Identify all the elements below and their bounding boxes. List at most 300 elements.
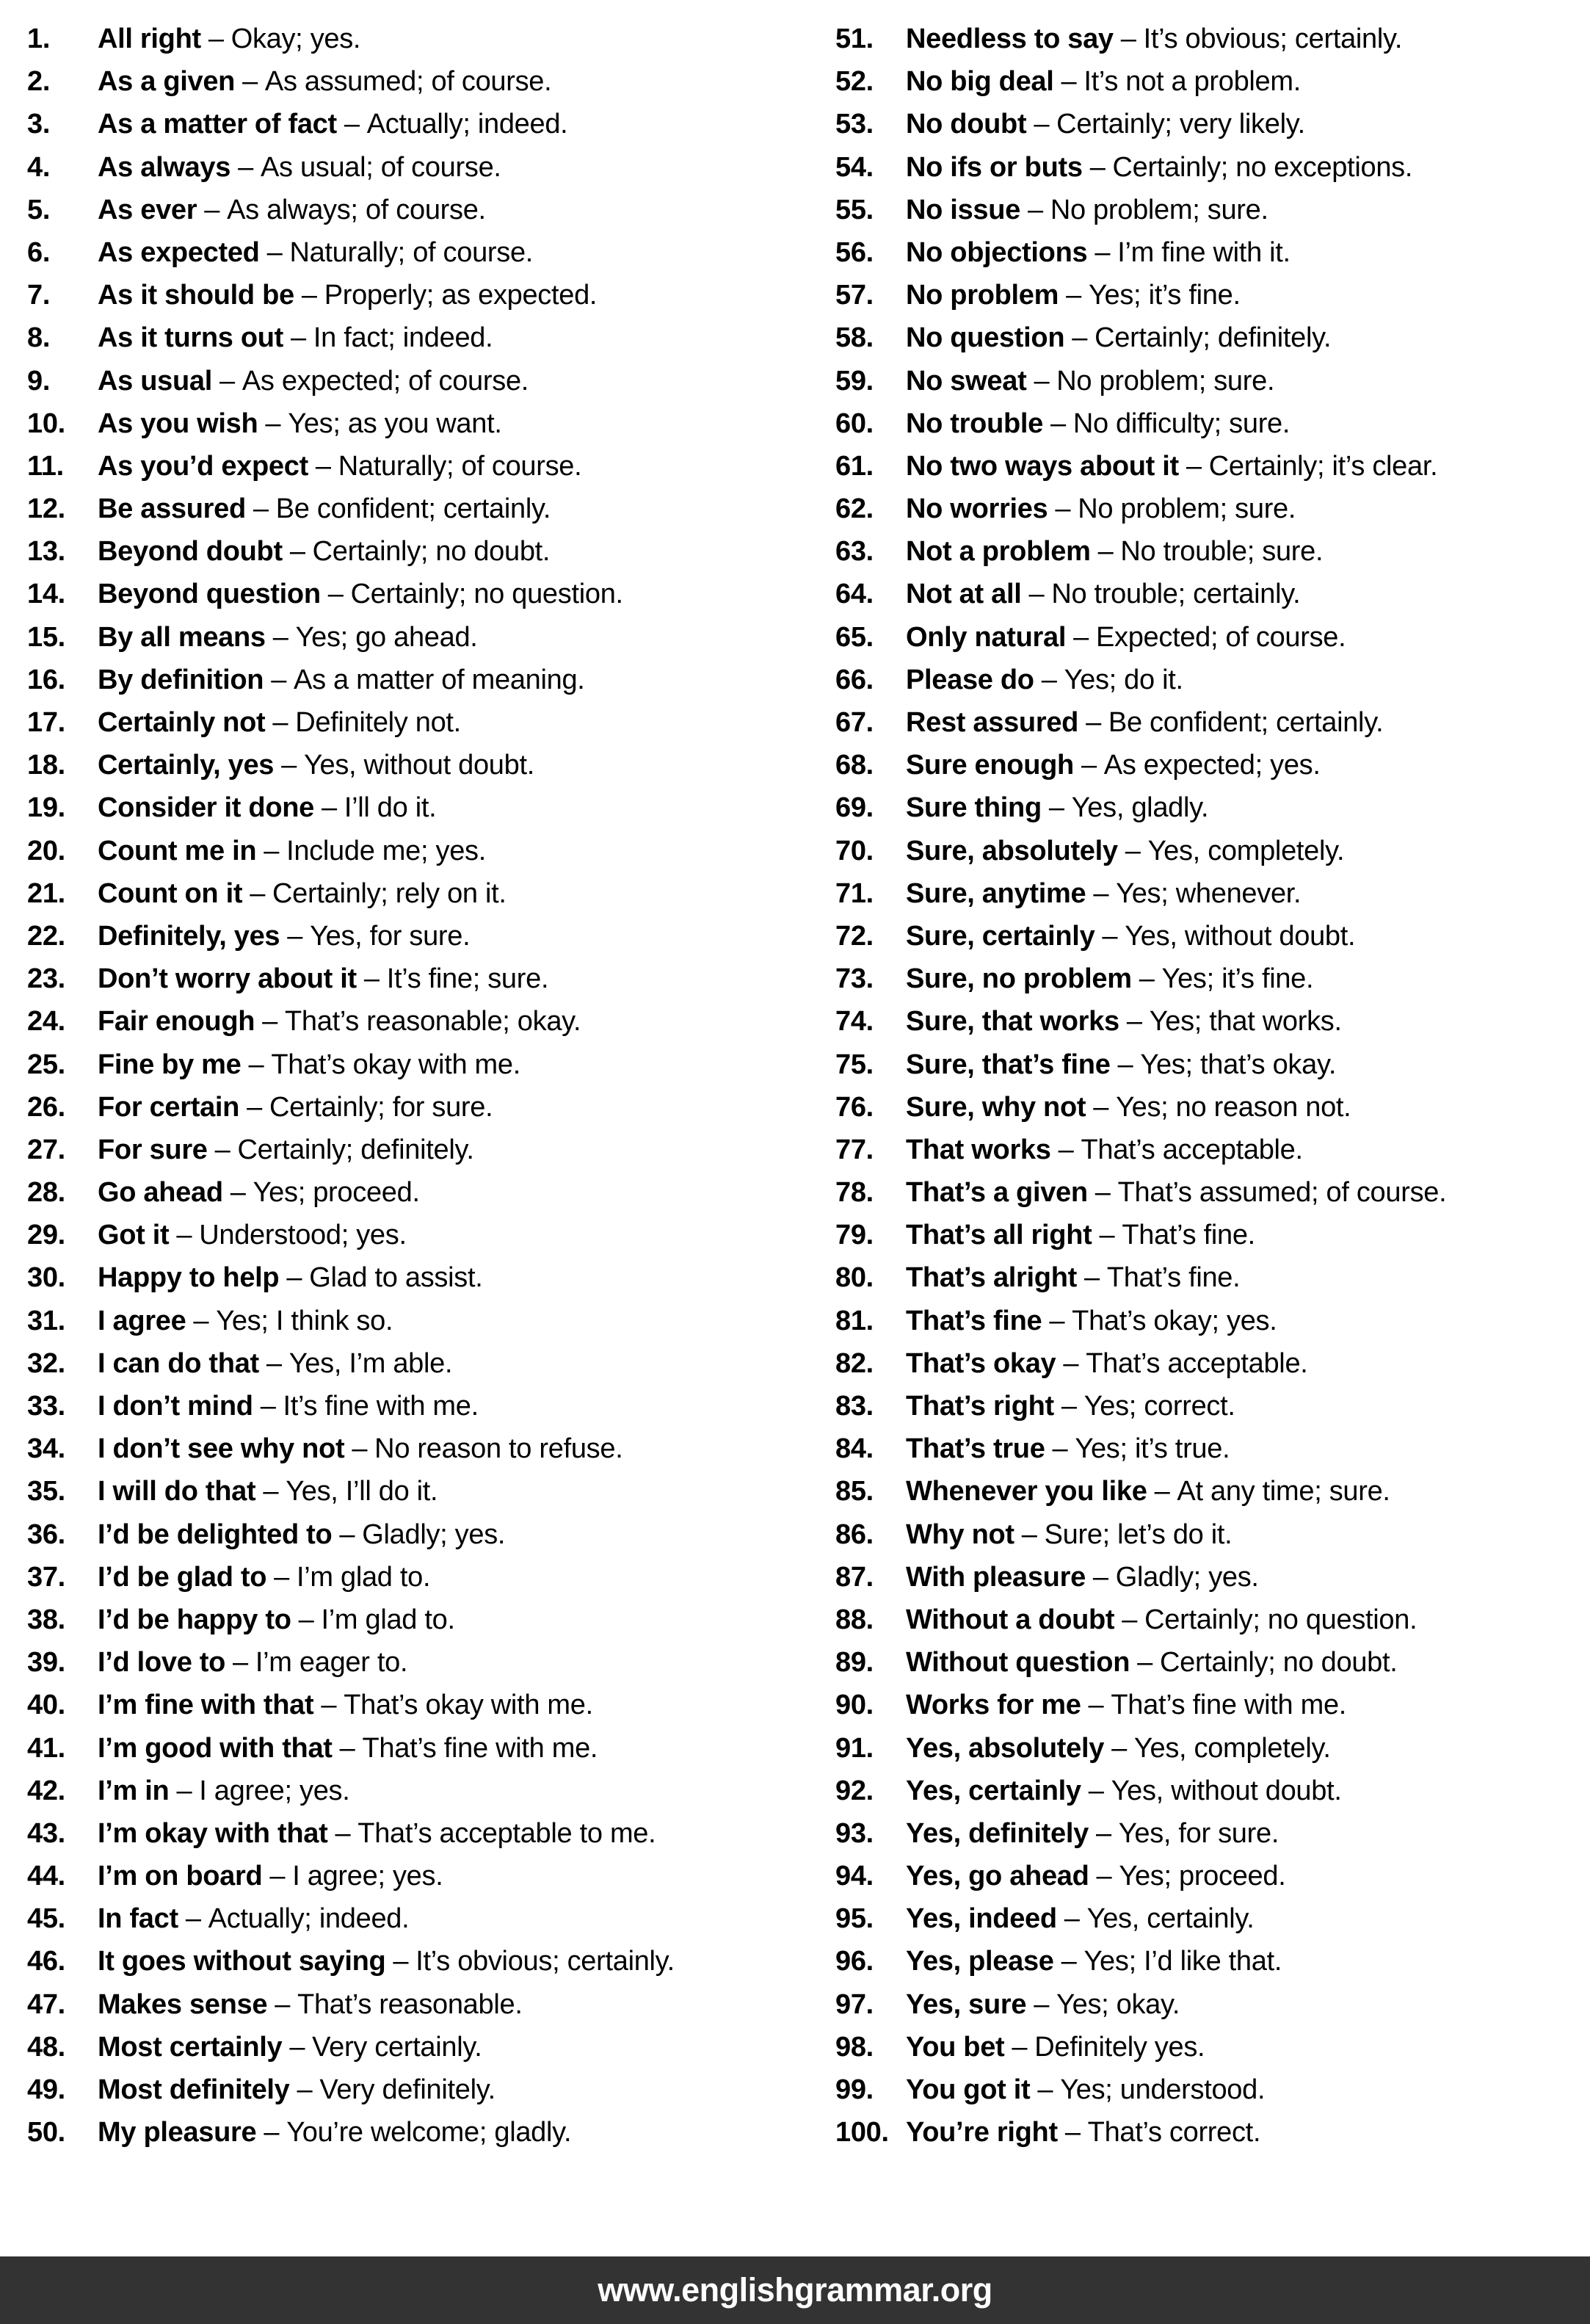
item-separator: – [266, 1347, 282, 1379]
item-separator: – [1055, 493, 1071, 525]
item-separator: – [1058, 1134, 1074, 1165]
phrase-list-column-2 [835, 18, 1446, 2154]
item-definition: Certainly; it’s clear. [1208, 450, 1438, 482]
item-definition: Gladly; yes. [1115, 1561, 1259, 1593]
item-definition: That’s fine with me. [1111, 1690, 1347, 1721]
item-separator: – [1095, 1177, 1111, 1209]
item-definition: I’m eager to. [255, 1647, 408, 1679]
item-definition: Actually; indeed. [208, 1903, 410, 1935]
item-number: 80. [835, 1262, 874, 1294]
item-definition: That’s okay; yes. [1072, 1305, 1277, 1336]
list-item [27, 1171, 675, 1214]
item-separator: – [1072, 322, 1088, 354]
item-number: 65. [835, 621, 874, 653]
list-item [835, 1897, 1446, 1940]
item-definition: Certainly; no doubt. [312, 536, 551, 568]
item-phrase: Don’t worry about it [98, 963, 357, 995]
list-item [835, 1470, 1446, 1513]
item-phrase: Sure, no problem [906, 963, 1132, 995]
list-item [27, 2026, 675, 2068]
item-separator: – [1027, 194, 1043, 225]
item-definition: Certainly; very likely. [1056, 109, 1305, 140]
list-item [835, 1256, 1446, 1299]
item-definition: No problem; sure. [1056, 365, 1275, 397]
item-number: 85. [835, 1476, 874, 1507]
list-item [27, 316, 675, 359]
item-definition: As expected; yes. [1103, 750, 1321, 781]
item-phrase: Yes, indeed [906, 1903, 1057, 1935]
item-number: 13. [27, 536, 65, 568]
list-item [27, 1129, 675, 1171]
item-phrase: Please do [906, 664, 1034, 695]
item-number: 39. [27, 1647, 65, 1679]
list-item [835, 1599, 1446, 1641]
item-separator: – [262, 1006, 277, 1038]
item-definition: Yes; it’s fine. [1088, 280, 1241, 311]
list-item [835, 146, 1446, 189]
item-separator: – [363, 963, 380, 995]
item-definition: No reason to refuse. [374, 1433, 623, 1465]
item-number: 98. [835, 2031, 874, 2063]
list-item [27, 1214, 675, 1256]
item-definition: It’s not a problem. [1083, 66, 1301, 98]
item-separator: – [264, 2117, 280, 2149]
item-phrase: I can do that [98, 1347, 259, 1379]
item-phrase: I’d be delighted to [98, 1518, 333, 1550]
item-number: 23. [27, 963, 65, 995]
item-phrase: You’re right [906, 2117, 1058, 2149]
item-number: 71. [835, 877, 874, 909]
item-definition: Yes; proceed. [253, 1177, 420, 1209]
item-definition: At any time; sure. [1177, 1476, 1390, 1507]
item-number: 96. [835, 1946, 874, 1977]
item-definition: Yes; understood. [1060, 2074, 1266, 2105]
item-definition: That’s okay with me. [344, 1690, 593, 1721]
item-separator: – [176, 1775, 192, 1806]
item-separator: – [1125, 835, 1141, 866]
list-item [835, 1855, 1446, 1897]
item-phrase: Most definitely [98, 2074, 290, 2105]
item-definition: Yes, completely. [1133, 1732, 1331, 1764]
item-phrase: As you wish [98, 408, 258, 439]
item-definition: Certainly; definitely. [1095, 322, 1332, 354]
list-item [27, 2068, 675, 2111]
list-item [835, 530, 1446, 573]
item-definition: Yes, without doubt. [1111, 1775, 1342, 1806]
item-number: 68. [835, 750, 874, 781]
item-phrase: No question [906, 322, 1065, 354]
item-definition: It’s fine with me. [283, 1391, 479, 1422]
item-definition: Yes, I’m able. [288, 1347, 453, 1379]
list-item [835, 60, 1446, 103]
list-item [835, 1770, 1446, 1812]
item-separator: – [1034, 109, 1050, 140]
item-phrase: Sure, anytime [906, 877, 1086, 909]
list-item [835, 872, 1446, 915]
item-phrase: No two ways about it [906, 450, 1179, 482]
item-definition: As assumed; of course. [264, 66, 552, 98]
item-separator: – [335, 1817, 351, 1849]
list-item [27, 488, 675, 530]
item-separator: – [1122, 1604, 1138, 1635]
item-number: 81. [835, 1305, 874, 1336]
item-definition: Yes, without doubt. [303, 750, 534, 781]
item-phrase: It goes without saying [98, 1946, 386, 1977]
item-number: 2. [27, 66, 51, 98]
item-number: 59. [835, 365, 874, 397]
list-item [835, 915, 1446, 958]
list-item [835, 1684, 1446, 1726]
item-number: 49. [27, 2074, 65, 2105]
item-number: 62. [835, 493, 874, 525]
list-item [27, 1043, 675, 1086]
item-separator: – [1111, 1732, 1127, 1764]
item-separator: – [1061, 1946, 1077, 1977]
item-phrase: Certainly not [98, 707, 266, 738]
item-separator: – [272, 707, 288, 738]
list-item [835, 445, 1446, 488]
item-phrase: Yes, sure [906, 1988, 1027, 2020]
item-number: 60. [835, 408, 874, 439]
list-item [835, 701, 1446, 744]
footer-url: www.englishgrammar.org [598, 2271, 992, 2309]
item-separator: – [1120, 23, 1136, 54]
item-definition: Yes, gladly. [1071, 792, 1209, 824]
item-separator: – [1088, 1775, 1104, 1806]
item-separator: – [1186, 450, 1202, 482]
item-number: 83. [835, 1391, 874, 1422]
item-number: 28. [27, 1177, 65, 1209]
item-phrase: That’s a given [906, 1177, 1088, 1209]
item-definition: Yes; as you want. [288, 408, 502, 439]
item-phrase: Sure, certainly [906, 920, 1095, 952]
item-number: 87. [835, 1561, 874, 1593]
item-number: 24. [27, 1006, 65, 1038]
item-number: 79. [835, 1220, 874, 1251]
item-definition: I’m glad to. [321, 1604, 455, 1635]
list-item [27, 146, 675, 189]
item-separator: – [289, 536, 305, 568]
item-phrase: Yes, go ahead [906, 1861, 1089, 1892]
list-item [27, 830, 675, 872]
item-definition: That’s correct. [1087, 2117, 1261, 2149]
list-item [835, 402, 1446, 445]
item-definition: Yes; okay. [1056, 1988, 1180, 2020]
item-definition: In fact; indeed. [313, 322, 493, 354]
item-phrase: I agree [98, 1305, 186, 1336]
item-definition: Okay; yes. [230, 23, 361, 54]
item-separator: – [1137, 1647, 1152, 1679]
item-number: 29. [27, 1220, 65, 1251]
item-separator: – [263, 1476, 279, 1507]
list-item [27, 1940, 675, 1983]
item-separator: – [1089, 151, 1106, 183]
list-item [835, 1043, 1446, 1086]
item-separator: – [266, 236, 283, 268]
item-number: 72. [835, 920, 874, 952]
item-separator: – [1086, 707, 1101, 738]
item-definition: Properly; as expected. [324, 280, 598, 311]
item-separator: – [1117, 1049, 1133, 1080]
item-phrase: No worries [906, 493, 1048, 525]
item-number: 5. [27, 194, 51, 225]
item-separator: – [269, 1861, 286, 1892]
item-number: 40. [27, 1690, 65, 1721]
item-phrase: You bet [906, 2031, 1005, 2063]
item-definition: Certainly; no question. [1144, 1604, 1417, 1635]
item-number: 90. [835, 1690, 874, 1721]
item-phrase: That’s true [906, 1433, 1045, 1465]
item-phrase: Works for me [906, 1690, 1081, 1721]
item-number: 25. [27, 1049, 65, 1080]
item-phrase: Sure enough [906, 750, 1074, 781]
item-definition: That’s acceptable. [1086, 1347, 1308, 1379]
item-phrase: Got it [98, 1220, 170, 1251]
item-separator: – [1061, 1391, 1077, 1422]
item-definition: No difficulty; sure. [1072, 408, 1290, 439]
item-number: 69. [835, 792, 874, 824]
list-item [835, 573, 1446, 615]
item-definition: Very definitely. [319, 2074, 495, 2105]
item-separator: – [1028, 579, 1045, 610]
item-separator: – [327, 579, 344, 610]
item-phrase: By definition [98, 664, 264, 695]
list-item [835, 2111, 1446, 2154]
item-phrase: You got it [906, 2074, 1031, 2105]
item-definition: Yes, for sure. [1118, 1817, 1279, 1849]
item-definition: Yes; that’s okay. [1140, 1049, 1337, 1080]
list-item [27, 1770, 675, 1812]
list-item [835, 488, 1446, 530]
item-phrase: For sure [98, 1134, 208, 1165]
item-definition: I’ll do it. [344, 792, 437, 824]
item-phrase: Why not [906, 1518, 1014, 1550]
item-definition: Yes; no reason not. [1116, 1091, 1351, 1123]
item-definition: As usual; of course. [260, 151, 501, 183]
item-definition: That’s fine with me. [362, 1732, 598, 1764]
item-definition: Definitely not. [295, 707, 461, 738]
item-separator: – [301, 280, 317, 311]
item-definition: No problem; sure. [1078, 493, 1296, 525]
list-item [835, 1086, 1446, 1129]
list-item [27, 915, 675, 958]
item-separator: – [1063, 1347, 1079, 1379]
item-separator: – [297, 2074, 313, 2105]
item-separator: – [219, 365, 235, 397]
item-phrase: No objections [906, 236, 1088, 268]
item-phrase: As always [98, 151, 231, 183]
item-number: 38. [27, 1604, 65, 1635]
item-separator: – [1095, 1817, 1111, 1849]
item-separator: – [1093, 1091, 1109, 1123]
item-number: 45. [27, 1903, 65, 1935]
list-item [835, 1342, 1446, 1385]
item-definition: Glad to assist. [309, 1262, 483, 1294]
item-phrase: By all means [98, 621, 266, 653]
list-item [27, 1641, 675, 1684]
item-phrase: That’s right [906, 1391, 1054, 1422]
item-phrase: As it should be [98, 280, 294, 311]
list-item [27, 1086, 675, 1129]
item-definition: Be confident; certainly. [1108, 707, 1384, 738]
list-item [27, 659, 675, 701]
item-number: 16. [27, 664, 65, 695]
list-item [27, 616, 675, 659]
item-number: 74. [835, 1006, 874, 1038]
item-separator: – [271, 664, 287, 695]
item-phrase: Yes, please [906, 1946, 1054, 1977]
item-definition: No trouble; certainly. [1051, 579, 1301, 610]
item-number: 95. [835, 1903, 874, 1935]
footer-bar [0, 2256, 1590, 2324]
list-item [27, 231, 675, 274]
list-item [27, 189, 675, 231]
item-separator: – [185, 1903, 201, 1935]
item-definition: Certainly; no doubt. [1159, 1647, 1398, 1679]
item-number: 36. [27, 1518, 65, 1550]
item-phrase: Go ahead [98, 1177, 223, 1209]
item-phrase: Makes sense [98, 1988, 268, 2020]
item-definition: Yes; do it. [1064, 664, 1183, 695]
list-item [835, 786, 1446, 829]
item-definition: Yes; go ahead. [295, 621, 478, 653]
item-number: 51. [835, 23, 874, 54]
item-definition: Yes, for sure. [310, 920, 471, 952]
item-phrase: Happy to help [98, 1262, 280, 1294]
item-number: 9. [27, 365, 51, 397]
list-item [27, 1983, 675, 2026]
list-item [27, 274, 675, 316]
list-item [835, 1940, 1446, 1983]
item-phrase: Fair enough [98, 1006, 255, 1038]
item-definition: That’s acceptable. [1081, 1134, 1303, 1165]
list-item [835, 1727, 1446, 1770]
item-definition: That’s acceptable to me. [357, 1817, 656, 1849]
item-separator: – [1073, 621, 1089, 653]
item-phrase: Whenever you like [906, 1476, 1147, 1507]
item-number: 30. [27, 1262, 65, 1294]
item-number: 7. [27, 280, 51, 311]
item-separator: – [281, 750, 297, 781]
item-number: 37. [27, 1561, 65, 1593]
item-number: 50. [27, 2117, 65, 2149]
list-item [835, 616, 1446, 659]
item-phrase: Beyond doubt [98, 536, 283, 568]
item-separator: – [1050, 408, 1066, 439]
item-number: 15. [27, 621, 65, 653]
item-separator: – [1081, 750, 1097, 781]
item-definition: Be confident; certainly. [275, 493, 551, 525]
list-item [27, 872, 675, 915]
list-item [835, 958, 1446, 1000]
item-separator: – [1061, 66, 1077, 98]
item-definition: I’m fine with it. [1117, 236, 1290, 268]
item-separator: – [1021, 1518, 1037, 1550]
list-item [835, 830, 1446, 872]
list-item [27, 1556, 675, 1599]
item-separator: – [176, 1220, 192, 1251]
list-item [835, 1983, 1446, 2026]
item-separator: – [1095, 236, 1111, 268]
list-item [27, 958, 675, 1000]
item-phrase: No trouble [906, 408, 1043, 439]
item-phrase: I’m okay with that [98, 1817, 328, 1849]
item-number: 54. [835, 151, 874, 183]
item-definition: As always; of course. [227, 194, 486, 225]
item-separator: – [352, 1433, 368, 1465]
list-item [835, 1171, 1446, 1214]
item-separator: – [1034, 365, 1050, 397]
item-definition: Actually; indeed. [366, 109, 568, 140]
item-number: 46. [27, 1946, 65, 1977]
list-item [27, 1855, 675, 1897]
item-definition: Yes; I’d like that. [1083, 1946, 1282, 1977]
list-item [27, 573, 675, 615]
item-separator: – [1034, 1988, 1050, 2020]
item-number: 73. [835, 963, 874, 995]
item-number: 91. [835, 1732, 874, 1764]
list-item [27, 1427, 675, 1470]
list-item [27, 103, 675, 145]
item-phrase: Definitely, yes [98, 920, 280, 952]
item-separator: – [291, 322, 306, 354]
item-phrase: As a given [98, 66, 236, 98]
item-number: 78. [835, 1177, 874, 1209]
item-number: 70. [835, 835, 874, 866]
phrase-list-column-1 [27, 18, 675, 2154]
item-separator: – [1064, 2117, 1081, 2149]
item-separator: – [214, 1134, 230, 1165]
list-item [27, 701, 675, 744]
list-item [835, 1513, 1446, 1556]
item-separator: – [248, 1049, 264, 1080]
item-phrase: I don’t mind [98, 1391, 253, 1422]
item-phrase: Count on it [98, 877, 243, 909]
item-phrase: I’m good with that [98, 1732, 333, 1764]
item-definition: Certainly; for sure. [269, 1091, 493, 1123]
item-definition: That’s okay with me. [271, 1049, 520, 1080]
item-separator: – [393, 1946, 409, 1977]
item-number: 100. [835, 2117, 889, 2149]
list-item [835, 744, 1446, 786]
item-phrase: Certainly, yes [98, 750, 275, 781]
item-phrase: No ifs or buts [906, 151, 1083, 183]
item-number: 12. [27, 493, 65, 525]
list-item [27, 1342, 675, 1385]
item-number: 4. [27, 151, 51, 183]
item-separator: – [287, 920, 303, 952]
list-item [27, 1300, 675, 1342]
item-number: 61. [835, 450, 874, 482]
item-phrase: As ever [98, 194, 197, 225]
item-separator: – [193, 1305, 209, 1336]
item-definition: That’s assumed; of course. [1117, 1177, 1447, 1209]
list-item [835, 1129, 1446, 1171]
item-phrase: As you’d expect [98, 450, 308, 482]
item-number: 94. [835, 1861, 874, 1892]
list-item [835, 1385, 1446, 1427]
item-number: 53. [835, 109, 874, 140]
item-definition: Yes; correct. [1083, 1391, 1235, 1422]
item-number: 84. [835, 1433, 874, 1465]
list-item [835, 2026, 1446, 2068]
item-number: 52. [835, 66, 874, 98]
item-number: 57. [835, 280, 874, 311]
item-separator: – [289, 2031, 305, 2063]
item-separator: – [1083, 1262, 1100, 1294]
item-separator: – [1066, 280, 1081, 311]
item-phrase: That works [906, 1134, 1051, 1165]
